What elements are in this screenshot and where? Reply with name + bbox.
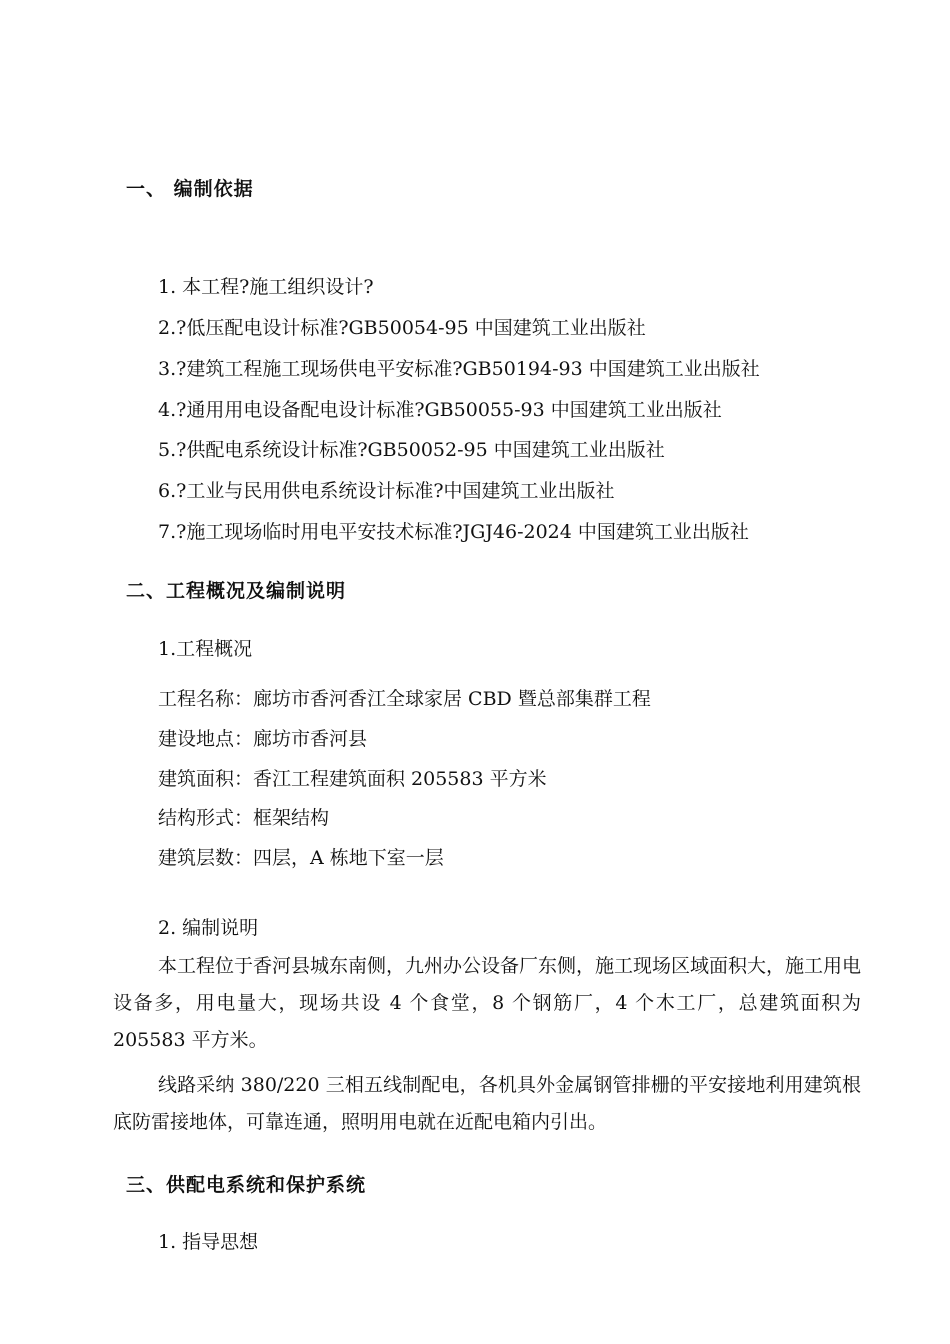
overview-location: 建设地点：廊坊市香河县 bbox=[158, 728, 368, 750]
subheading-guiding-idea: 1. 指导思想 bbox=[158, 1231, 259, 1253]
subheading-notes: 2. 编制说明 bbox=[158, 917, 259, 939]
basis-item-3: 3.?建筑工程施工现场供电平安标准?GB50194-93 中国建筑工业出版社 bbox=[158, 358, 760, 380]
basis-item-7: 7.?施工现场临时用电平安技术标准?JGJ46-2024 中国建筑工业出版社 bbox=[158, 521, 749, 543]
overview-area: 建筑面积：香江工程建筑面积 205583 平方米 bbox=[158, 768, 547, 790]
section-heading-1: 一、 编制依据 bbox=[126, 178, 254, 200]
overview-floors: 建筑层数：四层，A 栋地下室一层 bbox=[158, 847, 444, 869]
subheading-overview: 1.工程概况 bbox=[158, 638, 253, 660]
notes-paragraph-2: 线路采纳 380/220 三相五线制配电，各机具外金属钢管排栅的平安接地利用建筑根底防雷接地体，可靠连通，照明用电就在近配电箱内引出。 bbox=[113, 1074, 861, 1133]
basis-item-4: 4.?通用用电设备配电设计标准?GB50055-93 中国建筑工业出版社 bbox=[158, 399, 722, 421]
section-heading-2: 二、工程概况及编制说明 bbox=[126, 580, 347, 602]
overview-structure: 结构形式：框架结构 bbox=[158, 807, 330, 829]
basis-item-5: 5.?供配电系统设计标准?GB50052-95 中国建筑工业出版社 bbox=[158, 439, 665, 461]
section-heading-3: 三、供配电系统和保护系统 bbox=[126, 1174, 367, 1196]
basis-item-1: 1. 本工程?施工组织设计? bbox=[158, 276, 374, 298]
notes-paragraph-1: 本工程位于香河县城东南侧，九州办公设备厂东侧，施工现场区域面积大，施工用电设备多，用电量大，现场共设 4 个食堂，8 个钢筋厂，4 个木工厂，总建筑面积为 205583 平方米。 bbox=[113, 955, 862, 1051]
basis-item-2: 2.?低压配电设计标准?GB50054-95 中国建筑工业出版社 bbox=[158, 317, 646, 339]
overview-project-name: 工程名称：廊坊市香河香江全球家居 CBD 暨总部集群工程 bbox=[158, 688, 651, 710]
basis-item-6: 6.?工业与民用供电系统设计标准?中国建筑工业出版社 bbox=[158, 480, 615, 502]
